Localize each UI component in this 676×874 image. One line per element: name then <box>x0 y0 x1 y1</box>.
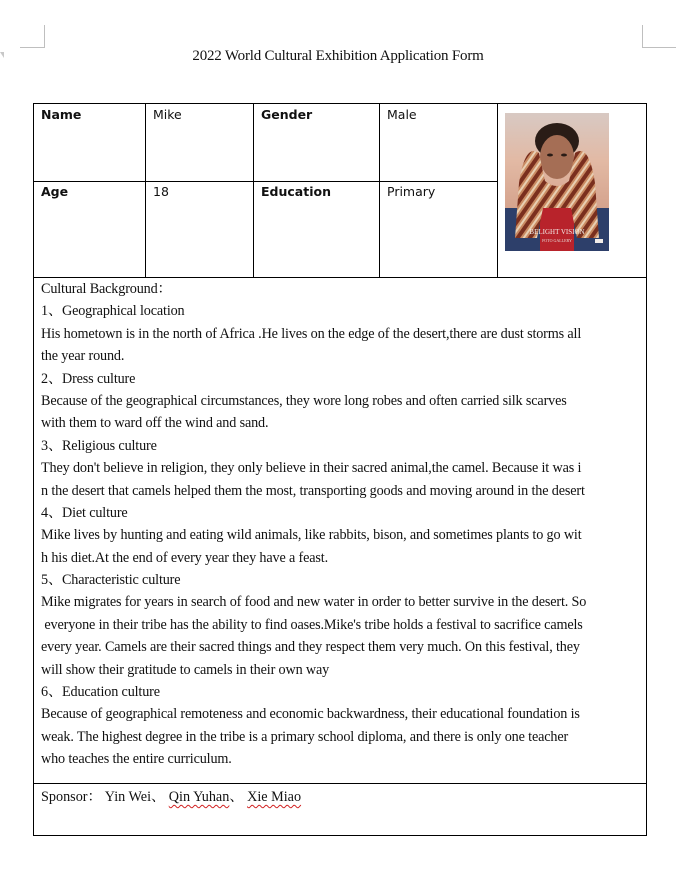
table-divider <box>34 783 646 784</box>
sponsor-name-spellcheck[interactable]: Xie Miao <box>247 789 302 805</box>
paragraph-line: the year round. <box>41 348 125 365</box>
subheading-diet-culture: 4、Diet culture <box>41 504 128 521</box>
separator: 、 <box>151 789 166 805</box>
age-value[interactable]: 18 <box>153 184 169 199</box>
sponsor-label: Sponsor： <box>41 789 102 805</box>
svg-text:FOTO GALLERY: FOTO GALLERY <box>542 238 572 243</box>
table-divider <box>379 104 380 278</box>
page-margin-corner-top-left <box>20 25 45 48</box>
name-label: Name <box>41 107 82 122</box>
paragraph-line: Mike migrates for years in search of food and new water in order to better survive in the desert. So <box>41 594 587 611</box>
separator: 、 <box>229 789 244 805</box>
applicant-photo[interactable] <box>505 113 609 251</box>
table-divider <box>497 104 498 278</box>
paragraph-line: Because of geographical remoteness and economic backwardness, their educational foundation is <box>41 706 580 723</box>
paragraph-line: h his diet.At the end of every year they have a feast. <box>41 549 328 566</box>
subheading-religious-culture: 3、Religious culture <box>41 437 157 454</box>
paragraph-line: weak. The highest degree in the tribe is a primary school diploma, and there is only one teacher <box>41 728 569 745</box>
paragraph-line: His hometown is in the north of Africa .He lives on the edge of the desert,there are dust storms all <box>41 325 582 342</box>
section-heading: Cultural Background： <box>41 281 172 297</box>
page-margin-corner-top-right <box>642 25 676 48</box>
table-divider <box>145 104 146 278</box>
paragraph-line: n the desert that camels helped them the most, transporting goods and moving around in the desert <box>41 482 585 499</box>
subheading-dress-culture: 2、Dress culture <box>41 370 136 387</box>
subheading-education-culture: 6、Education culture <box>41 684 160 701</box>
gender-value[interactable]: Male <box>387 107 417 122</box>
paragraph-line: with them to ward off the wind and sand. <box>41 415 269 432</box>
portrait-image-icon <box>505 113 609 251</box>
education-value[interactable]: Primary <box>387 184 436 199</box>
cultural-background-section[interactable] <box>41 278 641 771</box>
sponsor-line[interactable] <box>41 786 301 806</box>
education-label: Education <box>261 184 331 199</box>
table-divider <box>253 104 254 278</box>
paragraph-line: every year. Camels are their sacred things and they respect them very much. On this festival, they <box>41 639 580 656</box>
subheading-characteristic-culture: 5、Characteristic culture <box>41 572 181 589</box>
paragraph-line: They don't believe in religion, they only believe in their sacred animal,the camel. Because it was i <box>41 460 582 477</box>
sponsor-name: Yin Wei <box>104 789 152 805</box>
gender-label: Gender <box>261 107 313 122</box>
name-value[interactable]: Mike <box>153 107 182 122</box>
sponsor-name-spellcheck[interactable]: Qin Yuhan <box>168 789 230 805</box>
table-divider <box>34 181 498 182</box>
paragraph-line: will show their gratitude to camels in their own way <box>41 661 330 678</box>
paragraph-line: Mike lives by hunting and eating wild animals, like rabbits, bison, and sometimes plants to go wit <box>41 527 582 544</box>
paragraph-line: Because of the geographical circumstances, they wore long robes and often carried silk scarves <box>41 392 567 409</box>
paragraph-line: everyone in their tribe has the ability to find oases.Mike's tribe holds a festival to sacrifice camels <box>41 616 583 633</box>
subheading-geographical-location: 1、Geographical location <box>41 303 185 320</box>
document-title: 2022 World Cultural Exhibition Application Form <box>192 48 484 64</box>
paragraph-line: who teaches the entire curriculum. <box>41 751 232 768</box>
age-label: Age <box>41 184 69 199</box>
svg-text:BELIGHT VISION: BELIGHT VISION <box>529 228 585 236</box>
